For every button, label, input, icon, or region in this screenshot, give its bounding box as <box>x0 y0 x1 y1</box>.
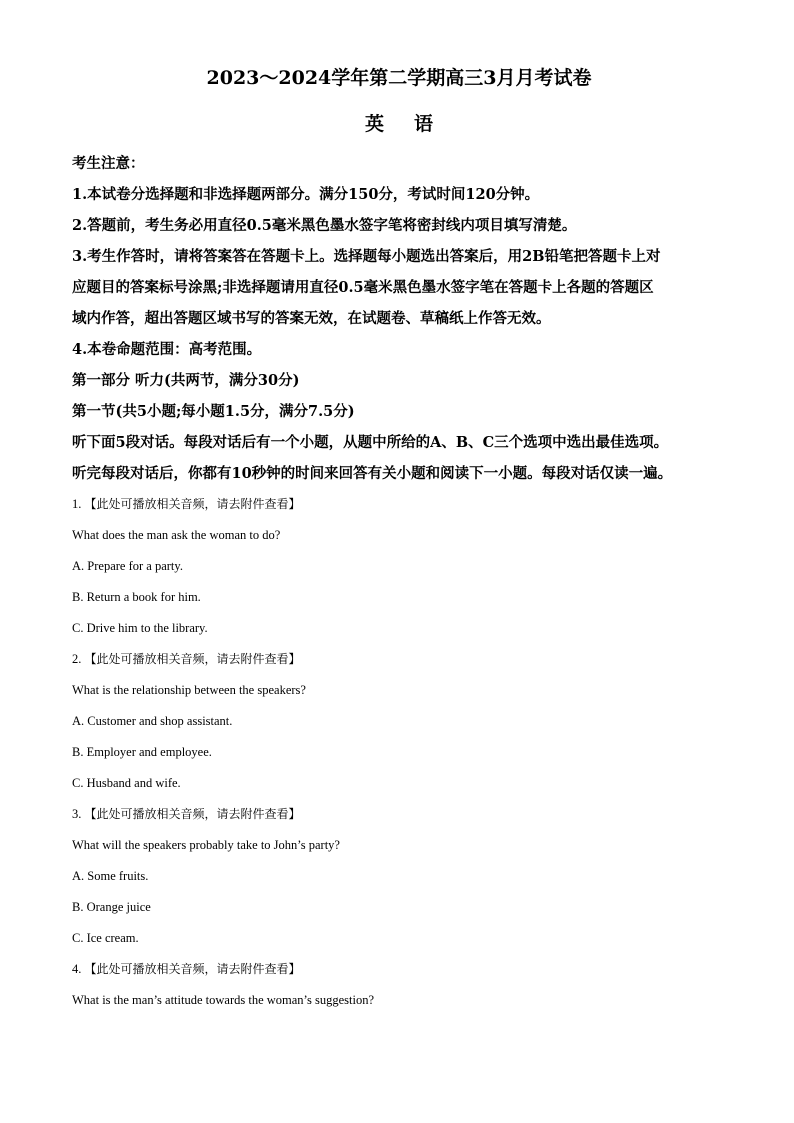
question-header <box>72 799 726 830</box>
question-header <box>72 644 726 675</box>
question-stem: What is the relationship between the speakers? <box>72 683 306 697</box>
exam-page <box>72 64 726 1016</box>
option-a: A. Customer and shop assistant. <box>72 714 233 728</box>
notice-item: 应题目的答案标号涂黑;非选择题请用直径0.5毫米黑色墨水签字笔在答题卡上各题的答题区 <box>72 279 654 296</box>
option-b: B. Return a book for him. <box>72 590 201 604</box>
notice-item: 域内作答，超出答题区域书写的答案无效，在试题卷、草稿纸上作答无效。 <box>72 310 551 327</box>
section-instruction: 听下面5段对话。每段对话后有一个小题，从题中所给的A、B、C三个选项中选出最佳选项。 <box>72 434 669 451</box>
subsection-heading: 第一节(共5小题;每小题1.5分，满分7.5分) <box>72 403 355 420</box>
page-title: 2023～2024学年第二学期高三3月月考试卷 <box>206 67 592 89</box>
notice-heading: 考生注意： <box>72 155 145 172</box>
notice-block <box>72 148 726 365</box>
option-c: C. Drive him to the library. <box>72 621 208 635</box>
subject-title: 英语 <box>364 113 463 135</box>
question-number: 4. <box>72 962 82 976</box>
section-instruction: 听完每段对话后，你都有10秒钟的时间来回答有关小题和阅读下一小题。每段对话仅读一遍。 <box>72 465 673 482</box>
option-a: A. Some fruits. <box>72 869 149 883</box>
audio-note[interactable]: 【此处可播放相关音频，请去附件查看】 <box>84 652 301 666</box>
option-b: B. Orange juice <box>72 900 151 914</box>
option-a: A. Prepare for a party. <box>72 559 183 573</box>
option-c: C. Husband and wife. <box>72 776 181 790</box>
notice-item: 4.本卷命题范围：高考范围。 <box>72 341 262 358</box>
option-c: C. Ice cream. <box>72 931 139 945</box>
question-number: 2. <box>72 652 82 666</box>
notice-item: 3.考生作答时，请将答案答在答题卡上。选择题每小题选出答案后，用2B铅笔把答题卡上对 <box>72 248 661 265</box>
question-header <box>72 489 726 520</box>
question <box>72 954 726 1016</box>
question-header <box>72 954 726 985</box>
question <box>72 644 726 799</box>
question-stem: What will the speakers probably take to John’s party? <box>72 838 340 852</box>
option-b: B. Employer and employee. <box>72 745 212 759</box>
notice-item: 1.本试卷分选择题和非选择题两部分。满分150分，考试时间120分钟。 <box>72 186 540 203</box>
audio-note[interactable]: 【此处可播放相关音频，请去附件查看】 <box>84 807 301 821</box>
notice-item: 2.答题前，考生务必用直径0.5毫米黑色墨水签字笔将密封线内项目填写清楚。 <box>72 217 577 234</box>
question <box>72 489 726 644</box>
question <box>72 799 726 954</box>
listening-section <box>72 365 726 489</box>
part-heading: 第一部分 听力(共两节，满分30分) <box>72 372 300 389</box>
audio-note[interactable]: 【此处可播放相关音频，请去附件查看】 <box>84 962 301 976</box>
audio-note[interactable]: 【此处可播放相关音频，请去附件查看】 <box>84 497 301 511</box>
question-number: 1. <box>72 497 82 511</box>
question-stem: What does the man ask the woman to do? <box>72 528 281 542</box>
question-stem: What is the man’s attitude towards the woman’s suggestion? <box>72 993 375 1007</box>
question-number: 3. <box>72 807 82 821</box>
